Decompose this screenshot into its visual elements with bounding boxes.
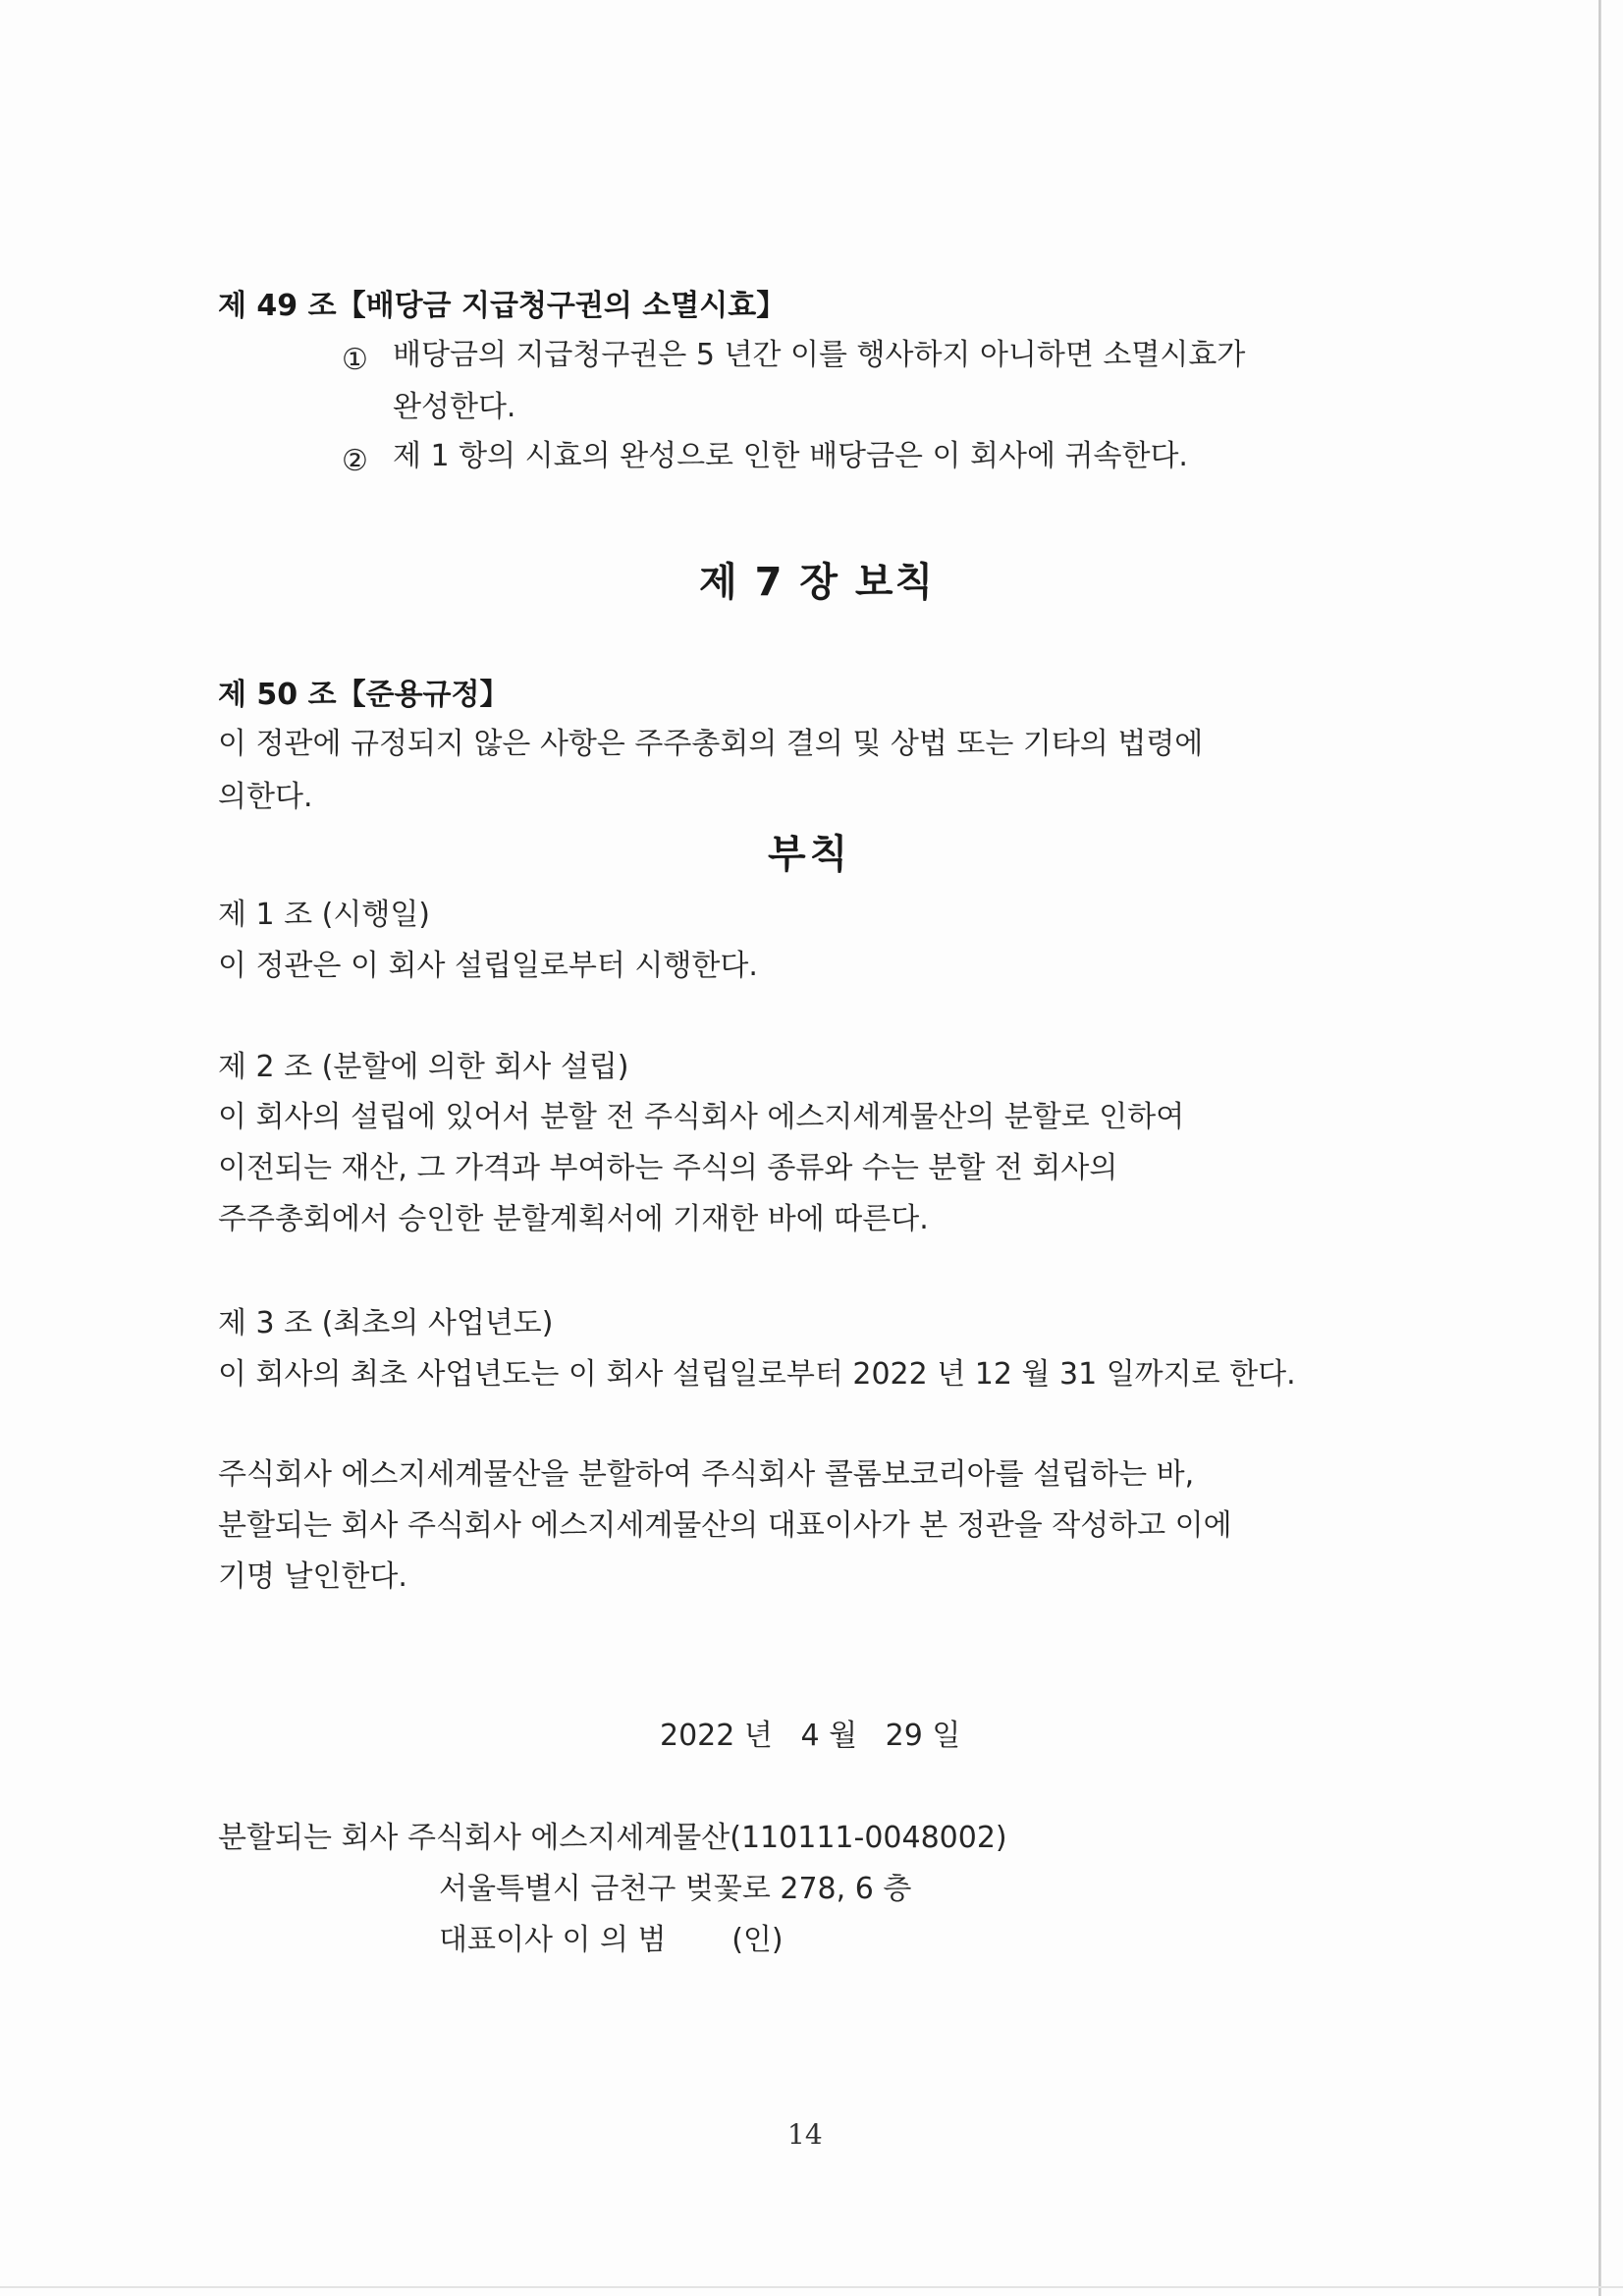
article-50-line-1: 이 정관에 규정되지 않은 사항은 주주총회의 결의 및 상법 또는 기타의 법령에 xyxy=(218,727,1204,761)
addenda-article-2-line-2: 이전되는 재산, 그 가격과 부여하는 주식의 종류와 수는 분할 전 회사의 xyxy=(218,1151,1118,1185)
addenda-article-2-heading: 제 2 조 (분할에 의한 회사 설립) xyxy=(218,1050,629,1084)
addenda-article-2-line-1: 이 회사의 설립에 있어서 분할 전 주식회사 에스지세계물산의 분할로 인하여 xyxy=(218,1100,1185,1134)
closing-line-3: 기명 날인한다. xyxy=(218,1559,407,1594)
article-49-item-1-line-1: 배당금의 지급청구권은 5 년간 이를 행사하지 아니하면 소멸시효가 xyxy=(393,338,1246,372)
signing-date: 2022 년 4 월 29 일 xyxy=(660,1719,961,1753)
closing-line-2: 분할되는 회사 주식회사 에스지세계물산의 대표이사가 본 정관을 작성하고 이에 xyxy=(218,1508,1232,1543)
item-1-mark: ① xyxy=(342,343,368,377)
signatory-company: 분할되는 회사 주식회사 에스지세계물산(110111-0048002) xyxy=(218,1821,1007,1855)
signatory-representative: 대표이사 이 의 범 (인) xyxy=(439,1923,784,1957)
signatory-address: 서울특별시 금천구 벚꽃로 278, 6 층 xyxy=(439,1872,912,1906)
addenda-article-1-line-1: 이 정관은 이 회사 설립일로부터 시행한다. xyxy=(218,949,758,983)
addenda-article-2-line-3: 주주총회에서 승인한 분할계획서에 기재한 바에 따른다. xyxy=(218,1202,929,1236)
article-49-item-1-line-2: 완성한다. xyxy=(393,390,516,424)
article-49-heading: 제 49 조【배당금 지급청구권의 소멸시효】 xyxy=(218,289,786,323)
page-number: 14 xyxy=(787,2118,823,2151)
scan-edge-line xyxy=(1598,0,1601,2296)
item-2-mark: ② xyxy=(342,444,368,478)
chapter-7-title: 제 7 장 보칙 xyxy=(699,560,936,605)
addenda-title: 부칙 xyxy=(768,832,852,877)
article-50-heading: 제 50 조【준용규정】 xyxy=(218,678,510,712)
closing-line-1: 주식회사 에스지세계물산을 분할하여 주식회사 콜롬보코리아를 설립하는 바, xyxy=(218,1457,1195,1492)
addenda-article-3-line-1: 이 회사의 최초 사업년도는 이 회사 설립일로부터 2022 년 12 월 31 일까지로 한다. xyxy=(218,1357,1296,1392)
scan-bottom-line xyxy=(0,2286,1623,2288)
addenda-article-1-heading: 제 1 조 (시행일) xyxy=(218,898,431,932)
article-50-line-2: 의한다. xyxy=(218,780,313,814)
addenda-article-3-heading: 제 3 조 (최초의 사업년도) xyxy=(218,1306,554,1340)
article-49-item-2-line-1: 제 1 항의 시효의 완성으로 인한 배당금은 이 회사에 귀속한다. xyxy=(393,439,1188,473)
